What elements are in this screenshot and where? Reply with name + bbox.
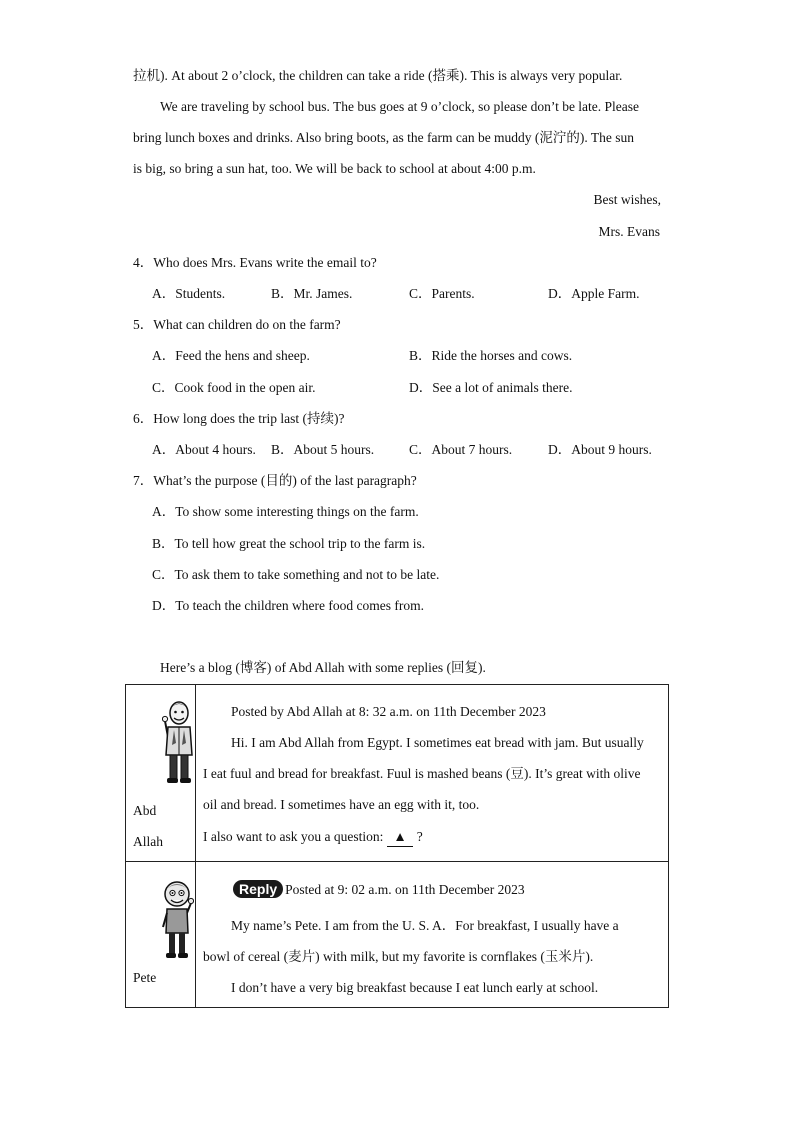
post-author-line-1: Abd bbox=[133, 803, 157, 818]
post-question bbox=[203, 828, 423, 847]
q5-option-b[interactable]: B．Ride the horses and cows. bbox=[409, 348, 573, 363]
post-author-line-2: Allah bbox=[133, 834, 163, 849]
post-header: Posted by Abd Allah at 8: 32 a.m. on 11th December 2023 bbox=[231, 704, 546, 719]
q5-option-a[interactable]: A．Feed the hens and sheep. bbox=[152, 348, 310, 363]
passage-line-4: is big, so bring a sun hat, too. We will be back to school at about 4:00 p.m. bbox=[133, 161, 536, 176]
question-6: 6．How long does the trip last (持续)? bbox=[133, 411, 345, 426]
row-divider bbox=[126, 861, 668, 862]
blog-intro: Here’s a blog (博客) of Abd Allah with some replies (回复). bbox=[160, 660, 486, 675]
blog-table bbox=[125, 684, 669, 1008]
q4-option-a[interactable]: A．Students. bbox=[152, 286, 226, 301]
passage-line-2: We are traveling by school bus. The bus goes at 9 o’clock, so please don’t be late. Please bbox=[160, 99, 640, 114]
abd-allah-avatar bbox=[162, 699, 196, 785]
post-question-suffix: ? bbox=[416, 829, 423, 844]
q7-option-c[interactable]: C．To ask them to take something and not to be late. bbox=[152, 567, 440, 582]
q7-option-a[interactable]: A．To show some interesting things on the farm. bbox=[152, 504, 419, 519]
q5-option-d[interactable]: D．See a lot of animals there. bbox=[409, 380, 573, 395]
reply-header-text: Posted at 9: 02 a.m. on 11th December 2023 bbox=[285, 882, 525, 897]
post-question-prefix: I also want to ask you a question: bbox=[203, 829, 384, 844]
q4-option-c[interactable]: C．Parents. bbox=[409, 286, 475, 301]
q4-option-b[interactable]: B．Mr. James. bbox=[271, 286, 353, 301]
q6-option-d[interactable]: D．About 9 hours. bbox=[548, 442, 652, 457]
reply-line-2: bowl of cereal (麦片) with milk, but my favorite is cornflakes (玉米片). bbox=[203, 949, 594, 964]
question-7: 7．What’s the purpose (目的) of the last paragraph? bbox=[133, 473, 417, 488]
answer-blank[interactable]: ▲ bbox=[387, 828, 412, 847]
post-line-2: I eat fuul and bread for breakfast. Fuul is mashed beans (豆). It’s great with olive bbox=[203, 766, 641, 781]
reply-badge[interactable]: Reply bbox=[233, 880, 283, 898]
passage-line-3: bring lunch boxes and drinks. Also bring boots, as the farm can be muddy (泥泞的). The sun bbox=[133, 130, 635, 145]
reply-author: Pete bbox=[133, 970, 157, 985]
question-5: 5．What can children do on the farm? bbox=[133, 317, 341, 332]
q5-option-c[interactable]: C．Cook food in the open air. bbox=[152, 380, 316, 395]
q4-option-d[interactable]: D．Apple Farm. bbox=[548, 286, 640, 301]
reply-header bbox=[233, 880, 525, 899]
q7-option-b[interactable]: B．To tell how great the school trip to the farm is. bbox=[152, 536, 426, 551]
reply-line-3: I don’t have a very big breakfast because I eat lunch early at school. bbox=[231, 980, 599, 995]
question-4: 4．Who does Mrs. Evans write the email to? bbox=[133, 255, 377, 270]
pete-avatar bbox=[160, 879, 194, 961]
post-line-1: Hi. I am Abd Allah from Egypt. I sometimes eat bread with jam. But usually bbox=[231, 735, 644, 750]
q6-option-c[interactable]: C．About 7 hours. bbox=[409, 442, 513, 457]
q6-option-b[interactable]: B．About 5 hours. bbox=[271, 442, 375, 457]
signature: Mrs. Evans bbox=[598, 224, 660, 239]
q6-option-a[interactable]: A．About 4 hours. bbox=[152, 442, 256, 457]
q7-option-d[interactable]: D．To teach the children where food comes from. bbox=[152, 598, 424, 613]
closing: Best wishes, bbox=[593, 192, 661, 207]
reply-line-1: My name’s Pete. I am from the U. S. A．For breakfast, I usually have a bbox=[231, 918, 619, 933]
passage-line-1: 拉机). At about 2 o’clock, the children can take a ride (搭乘). This is always very popular. bbox=[133, 68, 623, 83]
post-line-3: oil and bread. I sometimes have an egg with it, too. bbox=[203, 797, 480, 812]
